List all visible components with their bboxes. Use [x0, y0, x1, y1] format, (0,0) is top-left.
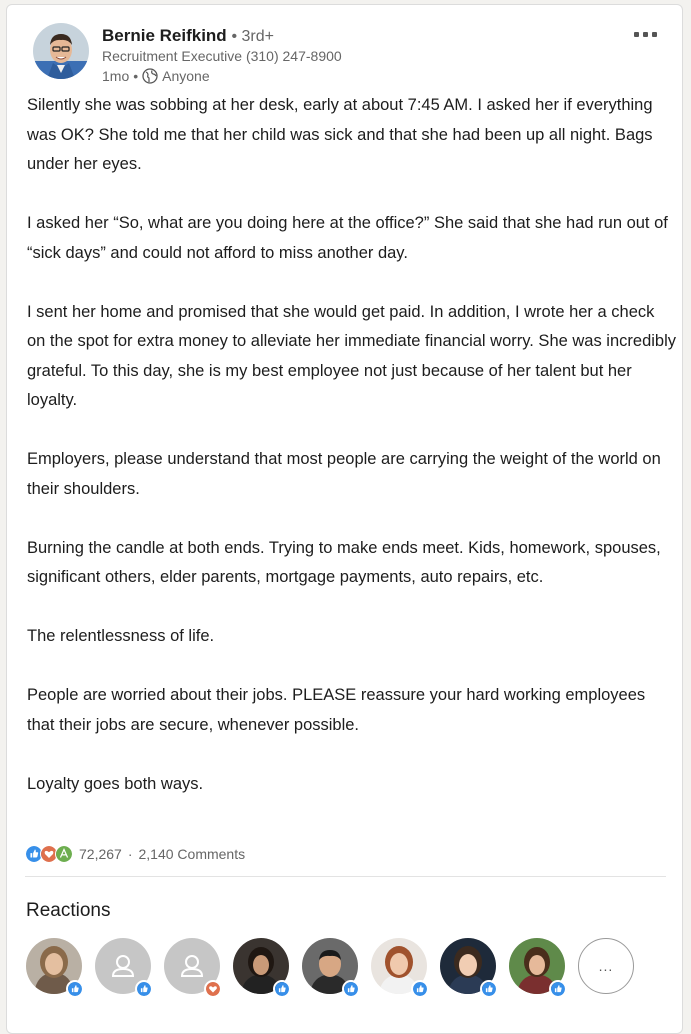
reactor-avatar[interactable] [509, 938, 565, 994]
more-dot [652, 32, 657, 37]
reactor-avatar[interactable] [26, 938, 82, 994]
like-badge-icon [273, 980, 291, 998]
more-options-icon[interactable] [634, 25, 664, 45]
social-counts [25, 845, 245, 863]
post-meta [102, 68, 210, 84]
connection-degree: • 3rd+ [231, 28, 274, 45]
author-name-text[interactable]: Bernie Reifkind [102, 26, 227, 45]
meta-separator: • [133, 68, 139, 84]
like-badge-icon [135, 980, 153, 998]
reactor-avatar[interactable] [371, 938, 427, 994]
reactors-list [26, 938, 634, 994]
reactor-avatar[interactable] [233, 938, 289, 994]
post-paragraph: Silently she was sobbing at her desk, early at about 7:45 AM. I asked her if everything was OK? She told me that her child was sick and that she had been up all night. Bags under her eyes. [27, 96, 653, 173]
globe-icon [142, 68, 158, 84]
post-text [27, 91, 677, 829]
post-paragraph: Employers, please understand that most people are carrying the weight of the world on their shoulders. [27, 450, 661, 498]
comments-count[interactable]: 2,140 Comments [138, 846, 246, 862]
insightful-icon [55, 845, 73, 863]
author-avatar[interactable] [33, 23, 89, 79]
more-reactions-button[interactable]: ... [578, 938, 634, 994]
reactions-heading: Reactions [26, 900, 111, 921]
author-photo [33, 23, 89, 79]
post-paragraph: Burning the candle at both ends. Trying to make ends meet. Kids, homework, spouses, significant others, elder parents, mortgage payments, auto repairs, etc. [27, 538, 661, 586]
reaction-icons[interactable] [25, 845, 73, 863]
reactor-avatar[interactable] [302, 938, 358, 994]
reactions-count[interactable]: 72,267 [79, 846, 122, 862]
like-badge-icon [66, 980, 84, 998]
reactor-avatar[interactable] [440, 938, 496, 994]
post-paragraph: I asked her “So, what are you doing here at the office?” She said that she had run out of “sick days” and could not afford to miss another day. [27, 214, 668, 262]
reactor-avatar[interactable] [95, 938, 151, 994]
more-dot [634, 32, 639, 37]
post-card [6, 4, 683, 1034]
post-visibility: Anyone [162, 68, 210, 84]
post-time: 1mo [102, 68, 130, 84]
love-badge-icon [204, 980, 222, 998]
counts-separator: · [127, 846, 133, 862]
like-badge-icon [480, 980, 498, 998]
author-headline: Recruitment Executive (310) 247-8900 [102, 48, 342, 64]
like-badge-icon [342, 980, 360, 998]
more-dot [643, 32, 648, 37]
author-name[interactable] [102, 26, 274, 46]
post-paragraph: The relentlessness of life. [27, 627, 215, 645]
divider [25, 876, 666, 877]
reactor-avatar[interactable] [164, 938, 220, 994]
post-paragraph: I sent her home and promised that she would get paid. In addition, I wrote her a check on the spot for extra money to alleviate her immediate financial worry. She was incredibly grateful. To this day, she is my best employee not just because of her talent but her loyalty. [27, 302, 677, 409]
post-paragraph: People are worried about their jobs. PLEASE reassure your hard working employees that their jobs are secure, whenever possible. [27, 686, 646, 734]
like-badge-icon [411, 980, 429, 998]
post-paragraph: Loyalty goes both ways. [27, 774, 204, 793]
like-badge-icon [549, 980, 567, 998]
